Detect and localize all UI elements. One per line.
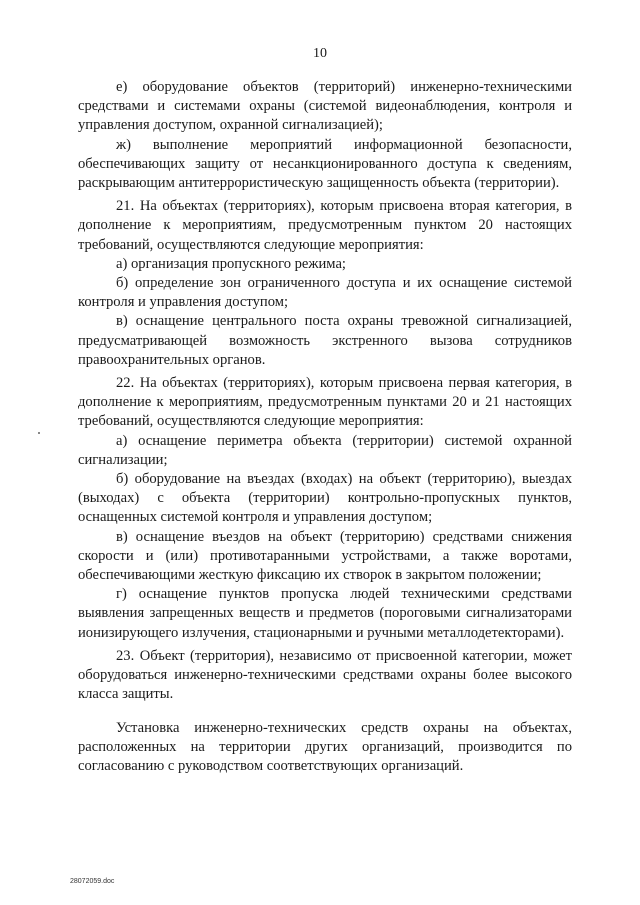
paragraph-clause-21-v: в) оснащение центрального поста охраны тревожной сигнализацией, предусматривающей возможность экстренного вызова сотрудников правоохранительных органов. bbox=[78, 313, 572, 368]
page-number: 10 bbox=[313, 46, 327, 61]
paragraph-clause-23: 23. Объект (территория), независимо от присвоенной категории, может оборудоваться инженерно-техническими средствами охраны более высокого класса защиты. bbox=[78, 647, 572, 703]
paragraph-item-zh: ж) выполнение мероприятий информационной безопасности, обеспечивающих защиту от несанкционированного доступа к сведениям, раскрывающим антитеррористическую защищенность объекта (территории). bbox=[78, 136, 572, 192]
paragraph-clause-22-g: г) оснащение пунктов пропуска людей техническими средствами выявления запрещенных веществ и предметов (пороговыми сигнализаторами ионизирующего излучения, стационарными и ручными металлодетекторами). bbox=[78, 586, 572, 641]
footer-filename: 28072059.doc bbox=[70, 878, 115, 885]
paragraph-clause-21-a: а) организация пропускного режима; bbox=[116, 255, 346, 272]
paragraph-clause-22-b: б) оборудование на въездах (входах) на объект (территорию), выездах (выходах) с объекта (территории) контрольно-пропускных пунктов, оснащенных системой контроля и управления доступом; bbox=[78, 471, 572, 526]
margin-dot bbox=[38, 432, 40, 434]
document-body bbox=[78, 78, 572, 776]
paragraph-clause-22: 22. На объектах (территориях), которым присвоена первая категория, в дополнение к мероприятиям, предусмотренным пунктами 20 и 21 настоящих требований, осуществляются следующие мероприятия: bbox=[78, 375, 572, 430]
paragraph-clause-21-b: б) определение зон ограниченного доступа и их оснащение системой контроля и управления доступом; bbox=[78, 275, 572, 311]
paragraph-installation: Установка инженерно-технических средств охраны на объектах, расположенных на территории других организаций, производится по согласованию с руководством соответствующих организаций. bbox=[78, 719, 572, 774]
paragraph-clause-22-a: а) оснащение периметра объекта (территории) системой охранной сигнализации; bbox=[78, 432, 572, 468]
paragraph-clause-22-v: в) оснащение въездов на объект (территорию) средствами снижения скорости и (или) противотаранными устройствами, а также воротами, обеспечивающими жесткую фиксацию их створок в закрытом положении; bbox=[78, 528, 572, 584]
paragraph-clause-21: 21. На объектах (территориях), которым присвоена вторая категория, в дополнение к мероприятиям, предусмотренным пунктом 20 настоящих требований, осуществляются следующие мероприятия: bbox=[78, 198, 572, 253]
paragraph-item-e: е) оборудование объектов (территорий) инженерно-техническими средствами и системами охраны (системой видеонаблюдения, контроля и управления доступом, охранной сигнализацией); bbox=[78, 79, 572, 134]
